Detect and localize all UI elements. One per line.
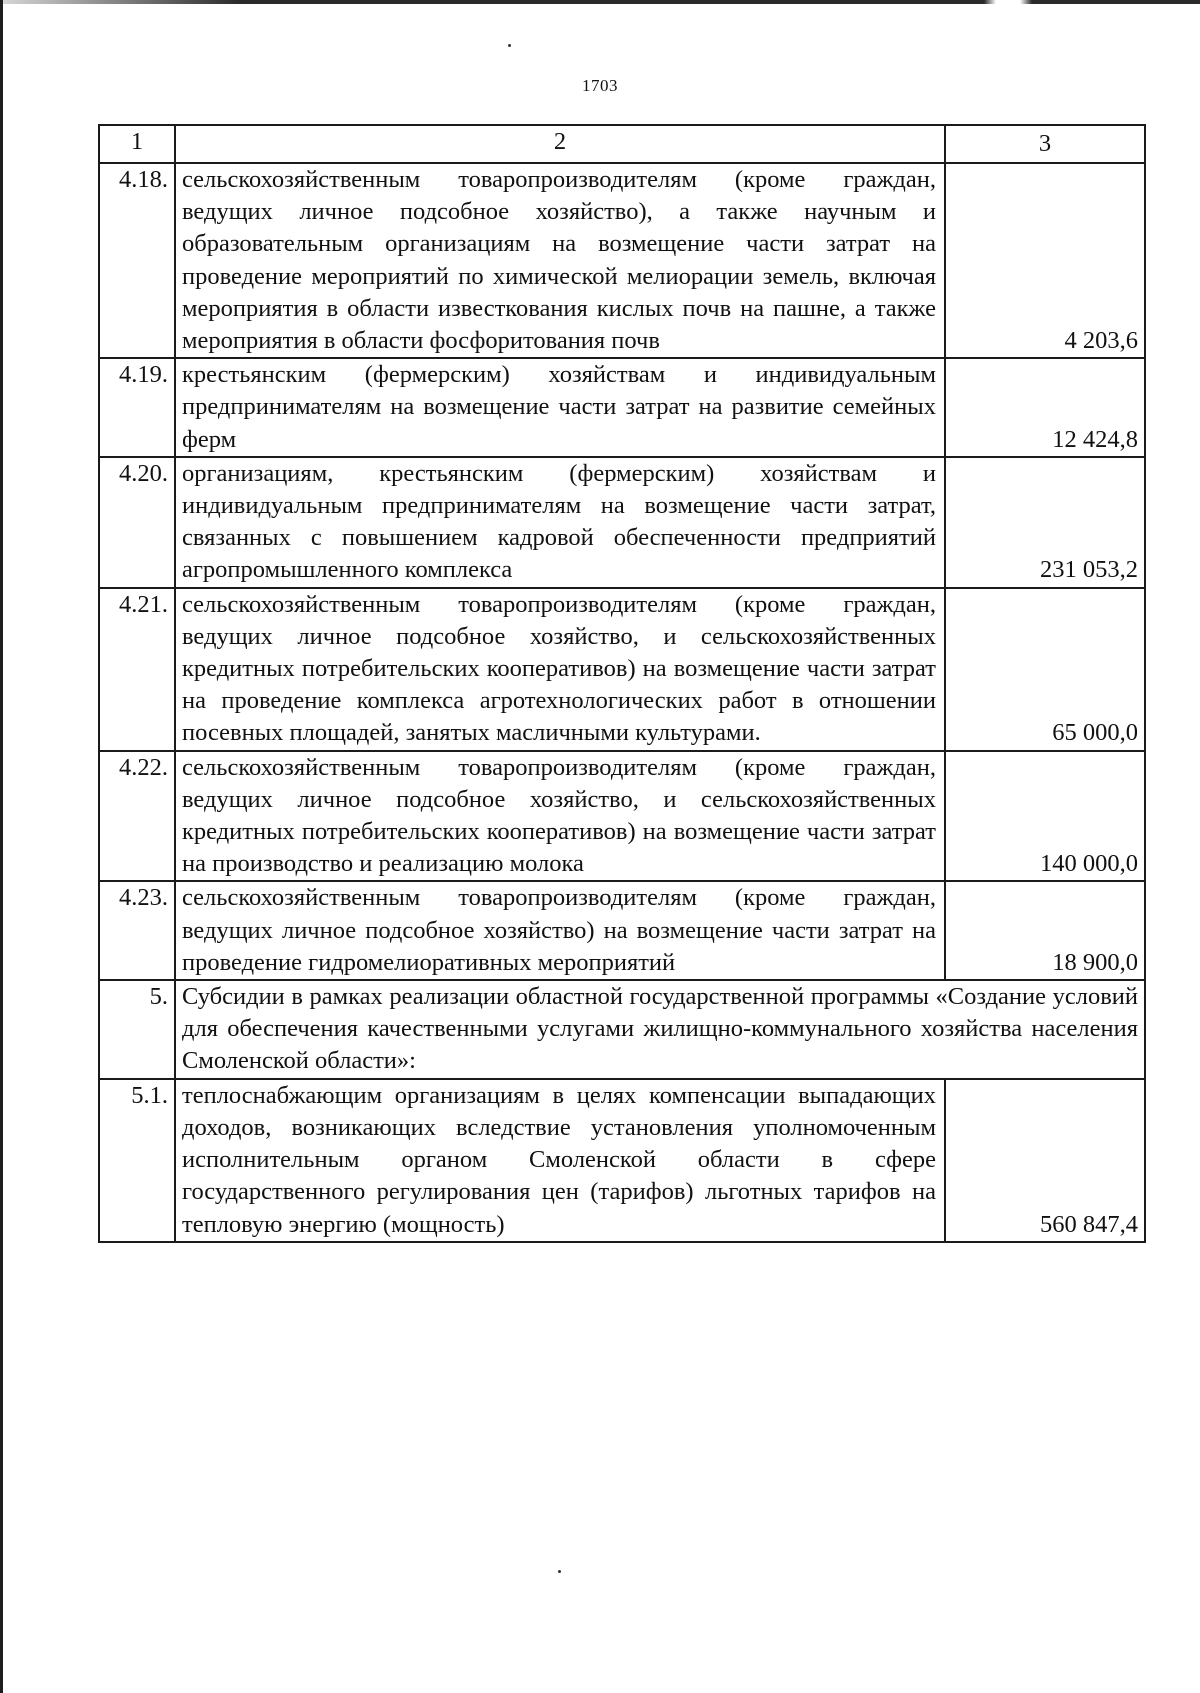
scan-speck [558, 1570, 561, 1573]
table-row [99, 1079, 1145, 1242]
row-amount: 560 847,4 [945, 1079, 1145, 1242]
row-number: 4.21. [99, 588, 175, 751]
row-amount: 12 424,8 [945, 358, 1145, 457]
table-row [99, 751, 1145, 882]
row-description: теплоснабжающим организациям в целях компенсации выпадающих доходов, возникающих вследствие установления уполномоченным исполнительным органом Смоленской области в сфере государственного регулирования цен (тарифов) льготных тарифов на тепловую энергию (мощность) [175, 1079, 945, 1242]
row-description: крестьянским (фермерским) хозяйствам и индивидуальным предпринимателям на возмещение части затрат на развитие семейных ферм [175, 358, 945, 457]
row-number: 5.1. [99, 1079, 175, 1242]
appropriations-table [98, 124, 1146, 1243]
row-description: сельскохозяйственным товаропроизводителям (кроме граждан, ведущих личное подсобное хозяйство) на возмещение части затрат на проведение гидромелиоративных мероприятий [175, 881, 945, 980]
row-amount: 65 000,0 [945, 588, 1145, 751]
row-description: организациям, крестьянским (фермерским) хозяйствам и индивидуальным предпринимателям на возмещение части затрат, связанных с повышением кадровой обеспеченности предприятий агропромышленного комплекса [175, 457, 945, 588]
column-header-1: 1 [99, 125, 175, 163]
row-amount: 18 900,0 [945, 881, 1145, 980]
row-description: сельскохозяйственным товаропроизводителям (кроме граждан, ведущих личное подсобное хозяйство, и сельскохозяйственных кредитных потребительских кооперативов) на возмещение части затрат на проведение комплекса агротехнологических работ в отношении посевных площадей, занятых масличными культурами. [175, 588, 945, 751]
table-row [99, 358, 1145, 457]
row-amount: 4 203,6 [945, 163, 1145, 358]
section-row [99, 980, 1145, 1079]
scan-edge-left [0, 0, 3, 1693]
table-row [99, 163, 1145, 358]
row-number: 4.18. [99, 163, 175, 358]
table-row [99, 881, 1145, 980]
row-number: 4.22. [99, 751, 175, 882]
scan-speck [508, 44, 511, 47]
row-amount: 231 053,2 [945, 457, 1145, 588]
page-number: 1703 [582, 76, 618, 95]
table-row [99, 588, 1145, 751]
scan-edge-top [0, 0, 1200, 4]
row-number: 4.20. [99, 457, 175, 588]
column-header-3: 3 [945, 125, 1145, 163]
row-amount: 140 000,0 [945, 751, 1145, 882]
table-header-row [99, 125, 1145, 163]
row-description: сельскохозяйственным товаропроизводителям (кроме граждан, ведущих личное подсобное хозяйство, и сельскохозяйственных кредитных потребительских кооперативов) на возмещение части затрат на производство и реализацию молока [175, 751, 945, 882]
row-number: 4.23. [99, 881, 175, 980]
row-number: 4.19. [99, 358, 175, 457]
table-row [99, 457, 1145, 588]
row-description: сельскохозяйственным товаропроизводителям (кроме граждан, ведущих личное подсобное хозяйство), а также научным и образовательным организациям на возмещение части затрат на проведение мероприятий по химической мелиорации земель, включая мероприятия в области известкования кислых почв на пашне, а также мероприятия в области фосфоритования почв [175, 163, 945, 358]
column-header-2: 2 [175, 125, 945, 163]
section-number: 5. [99, 980, 175, 1079]
section-title: Субсидии в рамках реализации областной государственной программы «Создание условий для обеспечения качественными услугами жилищно-коммунального хозяйства населения Смоленской области»: [175, 980, 1145, 1079]
